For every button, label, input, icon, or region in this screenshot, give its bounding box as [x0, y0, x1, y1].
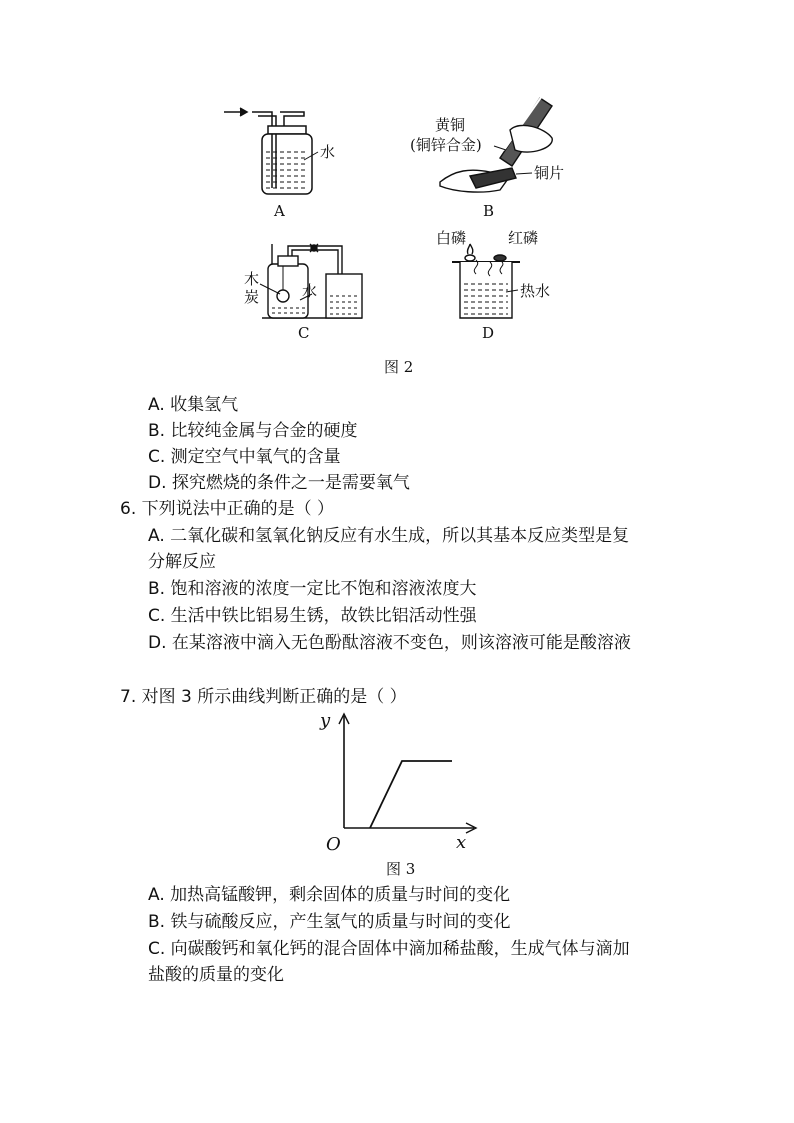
label-d-hot-water: 热水: [520, 282, 551, 300]
q6-stem: 6. 下列说法中正确的是（ ）: [120, 499, 335, 519]
graph-curve: [370, 761, 452, 828]
q6-option-c: C. 生活中铁比铝易生锈，故铁比铝活动性强: [148, 606, 477, 626]
figure-3-caption: 图 3: [386, 860, 416, 878]
label-d-white-p: 白磷: [436, 229, 467, 247]
graph-y-label: y: [320, 710, 331, 731]
q7-stem: 7. 对图 3 所示曲线判断正确的是（ ）: [120, 687, 407, 707]
label-d-red-p: 红磷: [508, 229, 539, 247]
q7-option-c-line2: 盐酸的质量的变化: [148, 965, 284, 985]
q5-option-b: B. 比较纯金属与合金的硬度: [148, 421, 358, 441]
graph-origin-label: O: [326, 834, 341, 855]
figure-3-graph: [310, 704, 490, 880]
q5-option-c: C. 测定空气中氧气的含量: [148, 447, 341, 467]
label-a: A: [274, 202, 285, 220]
label-c-charcoal-2: 炭: [244, 288, 260, 306]
label-b-brass-1: 黄铜: [435, 116, 466, 134]
q7-option-c-line1: C. 向碳酸钙和氧化钙的混合固体中滴加稀盐酸，生成气体与滴加: [148, 939, 630, 959]
q5-option-d: D. 探究燃烧的条件之一是需要氧气: [148, 473, 410, 493]
apparatus-c-oxygen: [260, 244, 362, 318]
label-c-water: 水: [302, 282, 318, 300]
label-a-water: 水: [320, 143, 336, 161]
q7-option-b: B. 铁与硫酸反应，产生氢气的质量与时间的变化: [148, 912, 511, 932]
q6-option-a-line1: A. 二氧化碳和氢氧化钠反应有水生成，所以其基本反应类型是复: [148, 526, 630, 546]
label-c: C: [298, 324, 310, 342]
apparatus-d-combustion: [452, 244, 520, 318]
label-d: D: [482, 324, 495, 342]
label-b-copper: 铜片: [534, 164, 565, 182]
graph-x-label: x: [456, 832, 467, 853]
label-c-charcoal-1: 木: [244, 270, 260, 288]
q6-option-a-line2: 分解反应: [148, 552, 216, 572]
q6-option-b: B. 饱和溶液的浓度一定比不饱和溶液浓度大: [148, 579, 477, 599]
q6-option-d: D. 在某溶液中滴入无色酚酞溶液不变色，则该溶液可能是酸溶液: [148, 633, 631, 653]
figure-2: [0, 0, 794, 376]
label-b: B: [483, 202, 495, 220]
apparatus-a-gas-bottle: [224, 108, 318, 194]
label-b-brass-2: (铜锌合金): [410, 136, 482, 154]
q5-option-a: A. 收集氢气: [148, 395, 239, 415]
q7-option-a: A. 加热高锰酸钾，剩余固体的质量与时间的变化: [148, 885, 511, 905]
figure-2-caption: 图 2: [384, 358, 414, 376]
